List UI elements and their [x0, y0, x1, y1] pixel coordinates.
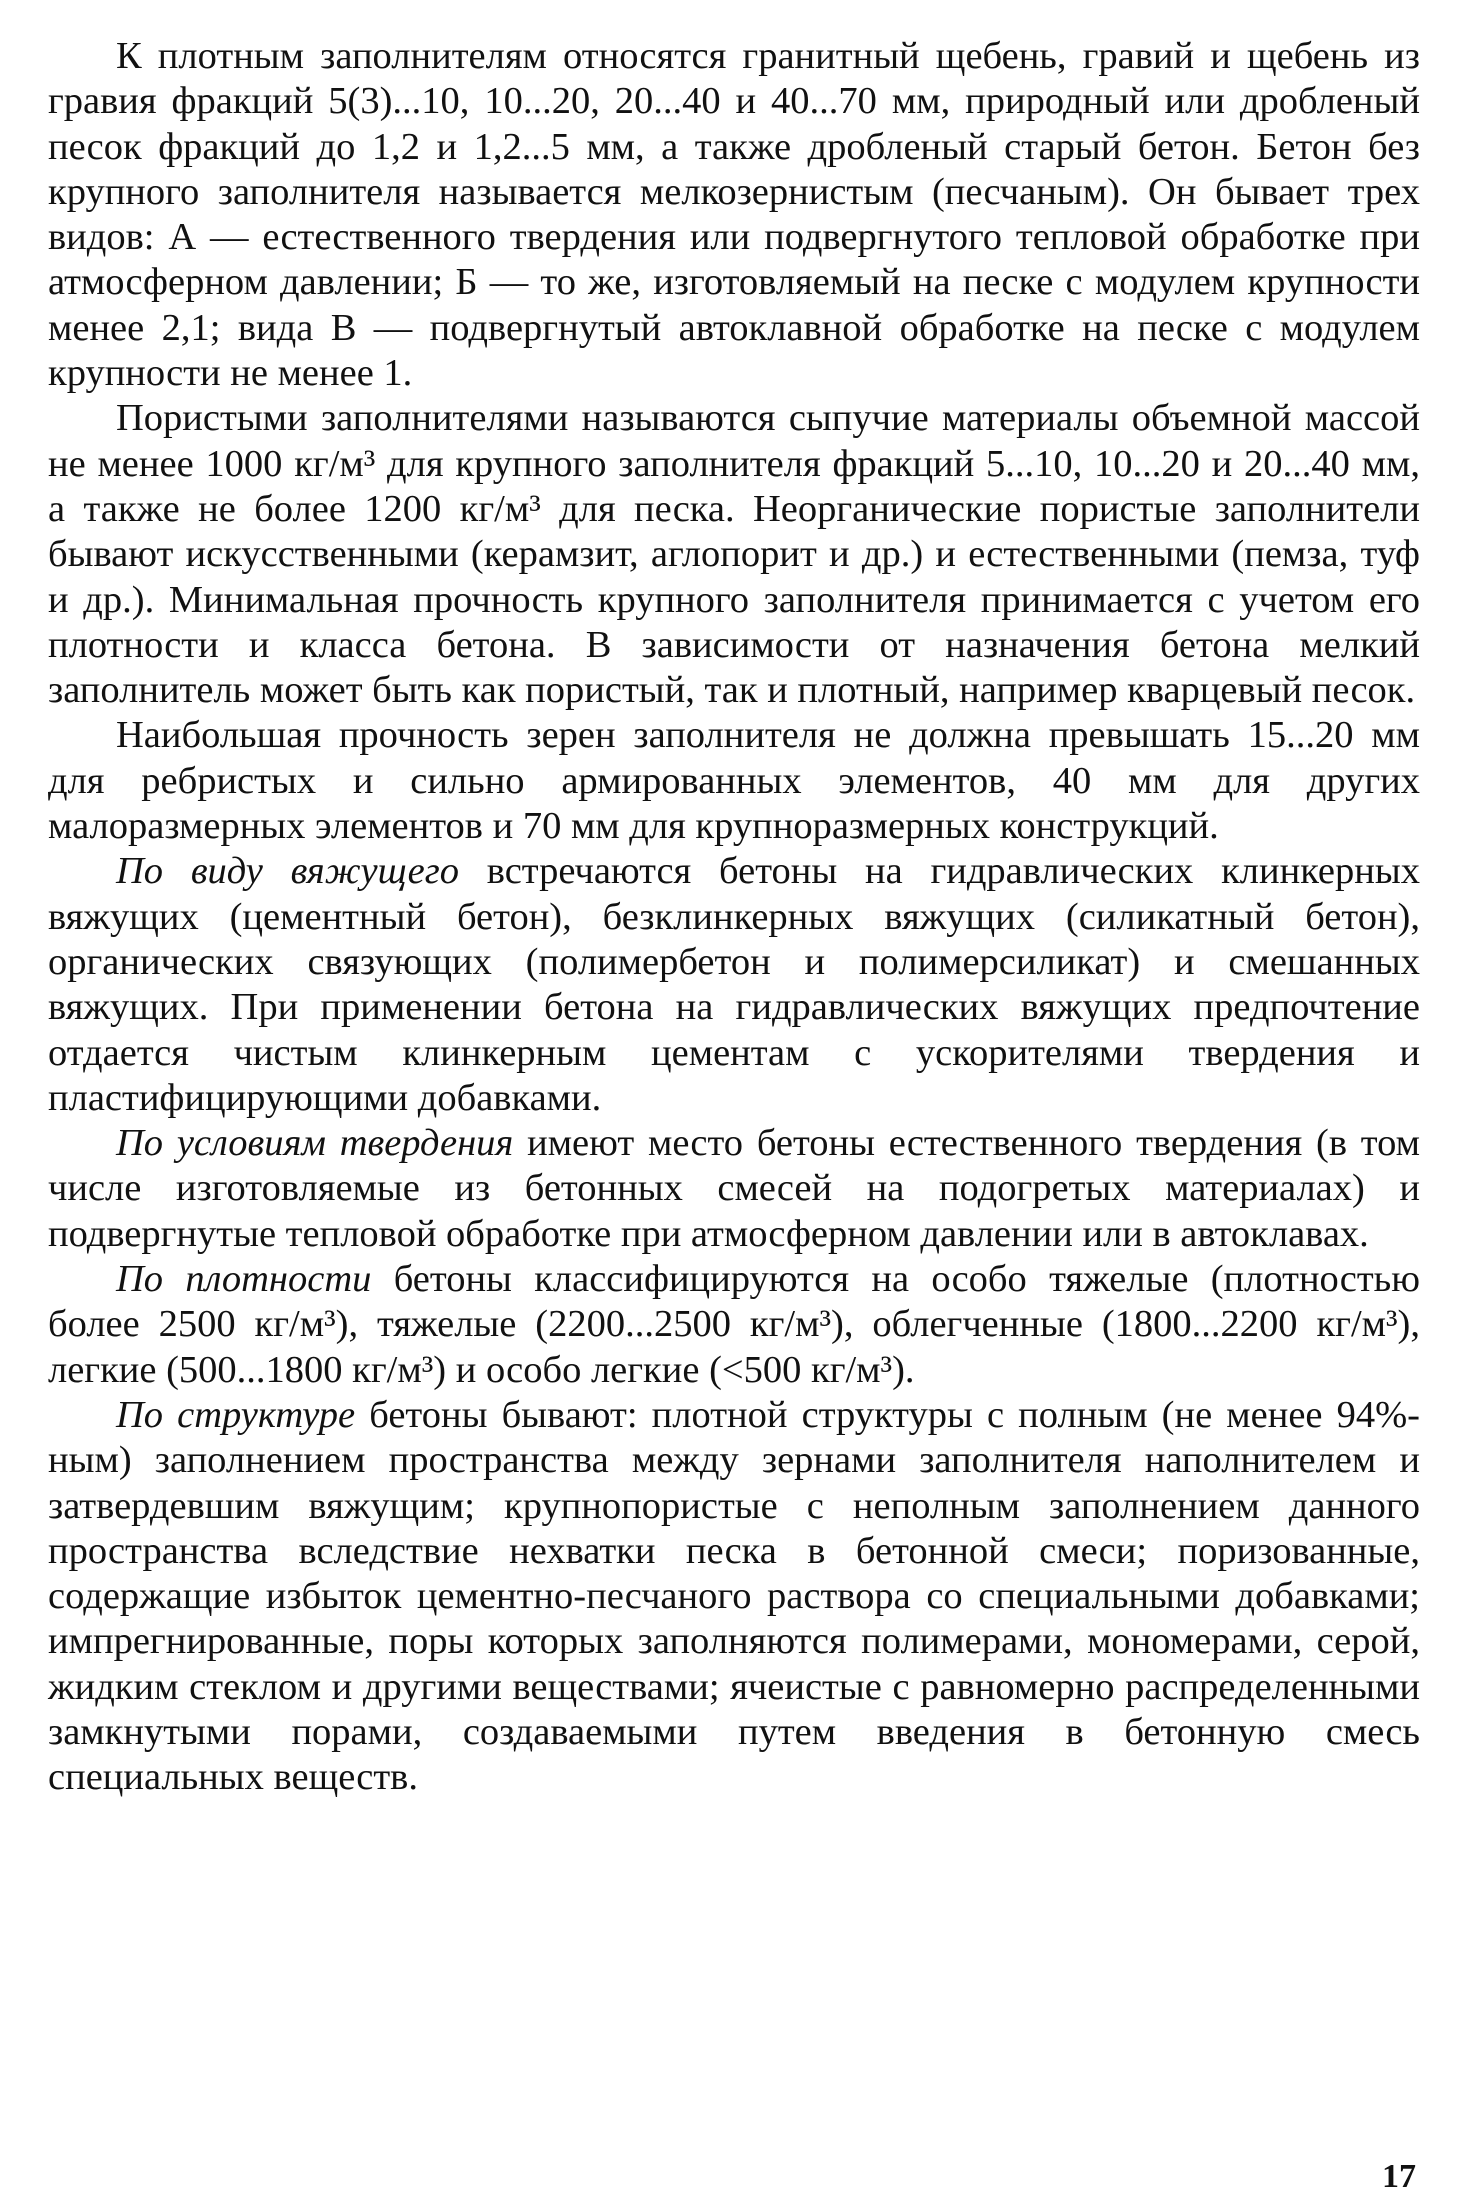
paragraph-lead: По плотности — [116, 1258, 372, 1301]
paragraph-text: бетоны бывают: плотной структуры с полным (не менее 94%-ным) заполнением пространства между зернами заполнителя наполнителем и затвердевшим вяжущим; крупнопористые с неполным заполнением данного пространства вследствие нехватки песка в бетонной смеси; поризованные, содержащие избыток цементно-песчаного раствора со специальными добавками; импрегнированные, поры которых заполняются полимерами, мономерами, серой, жидким стеклом и другими веществами; ячеистые с равномерно распределенными замкнутыми порами, создаваемыми путем введения в бетонную смесь специальных веществ. — [48, 1393, 1420, 1799]
paragraph-by-hardening — [48, 1121, 1420, 1257]
paragraph-by-binder — [48, 849, 1420, 1121]
paragraph-text: Наибольшая прочность зерен заполнителя не должна превышать 15...20 мм для ребристых и сильно армированных элементов, 40 мм для других малоразмерных элементов и 70 мм для крупноразмерных конструкций. — [48, 714, 1420, 848]
paragraph-text: встречаются бетоны на гидравлических клинкерных вяжущих (цементный бетон), безклинкерных вяжущих (силикатный бетон), органических связующих (полимербетон и полимерсиликат) и смешанных вяжущих. При применении бетона на гидравлических вяжущих предпочтение отдается чистым клинкерным цементам с ускорителями твердения и пластифицирующими добавками. — [48, 850, 1420, 1119]
paragraph-text: имеют место бетоны естественного твердения (в том числе изготовляемые из бетонных смесей на подогретых материалах) и подвергнутые тепловой обработке при атмосферном давлении или в автоклавах. — [48, 1122, 1420, 1255]
paragraph-by-structure — [48, 1393, 1420, 1801]
paragraph-porous-aggregates — [48, 396, 1420, 713]
paragraph-by-density — [48, 1257, 1420, 1393]
paragraph-lead: По структуре — [116, 1393, 356, 1436]
paragraph-lead: По условиям твердения — [116, 1122, 514, 1165]
paragraph-dense-aggregates — [48, 34, 1420, 396]
paragraph-lead: По виду вяжущего — [116, 850, 459, 893]
page-number: 17 — [1382, 2158, 1416, 2195]
paragraph-text: К плотным заполнителям относятся гранитный щебень, гравий и щебень из гравия фракций 5(3)...10, 10...20, 20...40 и 40...70 мм, природный или дробленый песок фракций до 1,2 и 1,2...5 мм, а также дробленый старый бетон. Бетон без крупного заполнителя называется мелкозернистым (песчаным). Он бывает трех видов: А — естественного твердения или подвергнутого тепловой обработке при атмосферном давлении; Б — то же, изготовляемый на песке с модулем крупности менее 2,1; вида В — подвергнутый автоклавной обработке на песке с модулем крупности не менее 1. — [48, 35, 1420, 395]
paragraph-text: бетоны классифицируются на особо тяжелые (плотностью более 2500 кг/м³), тяжелые (2200...2500 кг/м³), облегченные (1800...2200 кг/м³), легкие (500...1800 кг/м³) и особо легкие (<500 кг/м³). — [48, 1258, 1420, 1391]
paragraph-max-grain-size — [48, 713, 1420, 849]
page-body — [48, 34, 1420, 1801]
paragraph-text: Пористыми заполнителями называются сыпучие материалы объемной массой не менее 1000 кг/м³ для крупного заполнителя фракций 5...10, 10...20 и 20...40 мм, а также не более 1200 кг/м³ для песка. Неорганические пористые заполнители бывают искусственными (керамзит, аглопорит и др.) и естественными (пемза, туф и др.). Минимальная прочность крупного заполнителя принимается с учетом его плотности и класса бетона. В зависимости от назначения бетона мелкий заполнитель может быть как пористый, так и плотный, например кварцевый песок. — [48, 397, 1420, 712]
